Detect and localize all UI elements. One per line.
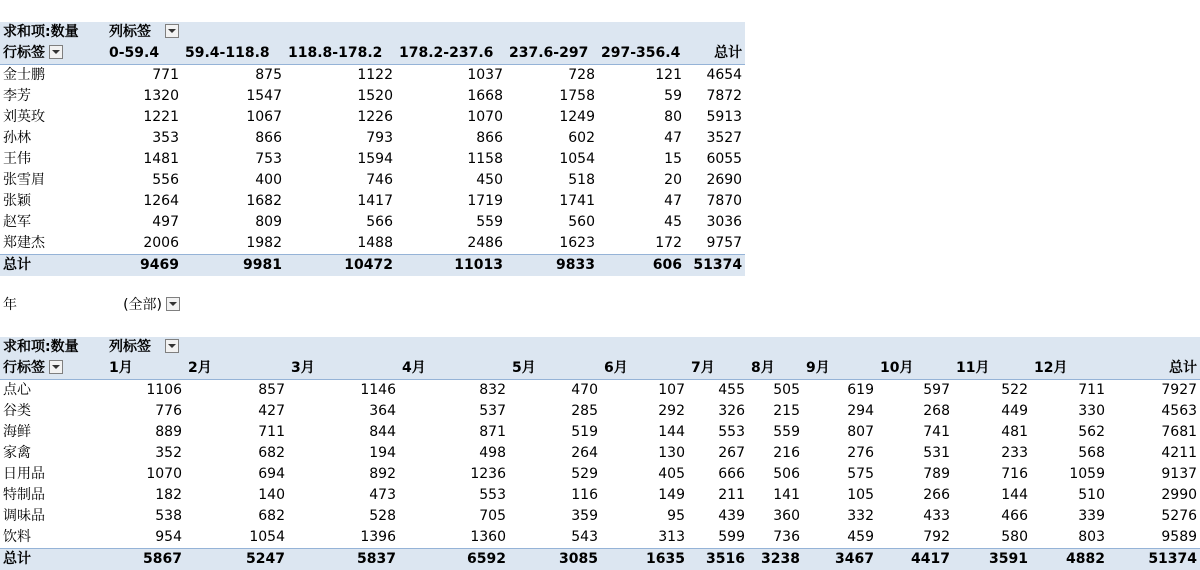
grand-total-cell: 9981 <box>182 255 285 277</box>
pivot2-col-label-cell <box>106 337 1200 358</box>
data-cell: 875 <box>182 65 285 87</box>
data-cell: 15 <box>598 149 685 170</box>
row-label: 郑建杰 <box>0 233 106 255</box>
data-cell: 7927 <box>1108 380 1200 402</box>
data-cell: 807 <box>803 422 877 443</box>
data-cell: 2486 <box>396 233 506 255</box>
data-cell: 871 <box>399 422 509 443</box>
data-cell: 7872 <box>685 86 745 107</box>
row-label: 家禽 <box>0 443 106 464</box>
column-header: 10月 <box>877 358 953 380</box>
col-filter-dropdown-icon[interactable] <box>165 24 179 38</box>
data-cell: 45 <box>598 212 685 233</box>
data-cell: 3036 <box>685 212 745 233</box>
table-row <box>0 212 745 233</box>
data-cell: 455 <box>688 380 748 402</box>
table-row <box>0 443 1200 464</box>
data-cell: 116 <box>509 485 601 506</box>
data-cell: 716 <box>953 464 1031 485</box>
grand-total-cell: 3591 <box>953 549 1031 570</box>
data-cell: 473 <box>288 485 399 506</box>
table-row <box>0 401 1200 422</box>
data-cell: 543 <box>509 527 601 549</box>
data-cell: 459 <box>803 527 877 549</box>
data-cell: 470 <box>509 380 601 402</box>
data-cell: 364 <box>288 401 399 422</box>
data-cell: 400 <box>182 170 285 191</box>
data-cell: 711 <box>1031 380 1108 402</box>
data-cell: 172 <box>598 233 685 255</box>
data-cell: 1682 <box>182 191 285 212</box>
column-header: 6月 <box>601 358 688 380</box>
filter-value: (全部) <box>123 297 162 313</box>
row-label: 王伟 <box>0 149 106 170</box>
table-row <box>0 149 745 170</box>
data-cell: 1547 <box>182 86 285 107</box>
data-cell: 566 <box>285 212 396 233</box>
data-cell: 553 <box>688 422 748 443</box>
data-cell: 682 <box>185 506 288 527</box>
table-row <box>0 422 1200 443</box>
data-cell: 353 <box>106 128 182 149</box>
data-cell: 522 <box>953 380 1031 402</box>
data-cell: 889 <box>106 422 185 443</box>
data-cell: 360 <box>748 506 803 527</box>
data-cell: 559 <box>396 212 506 233</box>
data-cell: 1070 <box>106 464 185 485</box>
data-cell: 857 <box>185 380 288 402</box>
data-cell: 211 <box>688 485 748 506</box>
pivot1-title-row <box>0 22 745 43</box>
data-cell: 7681 <box>1108 422 1200 443</box>
data-cell: 560 <box>506 212 598 233</box>
data-cell: 294 <box>803 401 877 422</box>
grand-total-cell: 6592 <box>399 549 509 570</box>
grand-total-cell: 606 <box>598 255 685 277</box>
data-cell: 2990 <box>1108 485 1200 506</box>
row-label: 调味品 <box>0 506 106 527</box>
data-cell: 529 <box>509 464 601 485</box>
data-cell: 1037 <box>396 65 506 87</box>
row-label: 谷类 <box>0 401 106 422</box>
data-cell: 1146 <box>288 380 399 402</box>
pivot1-row-label-cell <box>0 43 106 65</box>
data-cell: 1054 <box>185 527 288 549</box>
data-cell: 276 <box>803 443 877 464</box>
grand-total-cell: 51374 <box>685 255 745 277</box>
data-cell: 1719 <box>396 191 506 212</box>
data-cell: 832 <box>399 380 509 402</box>
row-label: 饮料 <box>0 527 106 549</box>
data-cell: 3527 <box>685 128 745 149</box>
row-label: 赵军 <box>0 212 106 233</box>
column-header: 178.2-237.6 <box>396 43 506 65</box>
data-cell: 267 <box>688 443 748 464</box>
data-cell: 711 <box>185 422 288 443</box>
data-cell: 599 <box>688 527 748 549</box>
data-cell: 580 <box>953 527 1031 549</box>
grand-total-cell: 11013 <box>396 255 506 277</box>
data-cell: 332 <box>803 506 877 527</box>
data-cell: 553 <box>399 485 509 506</box>
column-header: 总计 <box>1108 358 1200 380</box>
column-header: 1月 <box>106 358 185 380</box>
table-row <box>0 380 1200 402</box>
data-cell: 954 <box>106 527 185 549</box>
table-row <box>0 191 745 212</box>
pivot-table-category-month <box>0 337 1200 570</box>
column-header: 59.4-118.8 <box>182 43 285 65</box>
pivot1-row-label: 行标签 <box>3 45 45 61</box>
data-cell: 866 <box>396 128 506 149</box>
data-cell: 666 <box>688 464 748 485</box>
filter-value-cell[interactable] <box>106 295 183 316</box>
data-cell: 510 <box>1031 485 1108 506</box>
data-cell: 7870 <box>685 191 745 212</box>
grand-total-row <box>0 255 745 277</box>
table-row <box>0 506 1200 527</box>
data-cell: 433 <box>877 506 953 527</box>
grand-total-cell: 3238 <box>748 549 803 570</box>
data-cell: 1594 <box>285 149 396 170</box>
pivot2-col-label: 列标签 <box>109 339 151 355</box>
data-cell: 776 <box>106 401 185 422</box>
table-row <box>0 485 1200 506</box>
data-cell: 1320 <box>106 86 182 107</box>
data-cell: 746 <box>285 170 396 191</box>
data-cell: 215 <box>748 401 803 422</box>
data-cell: 450 <box>396 170 506 191</box>
data-cell: 1982 <box>182 233 285 255</box>
data-cell: 352 <box>106 443 185 464</box>
data-cell: 140 <box>185 485 288 506</box>
grand-total-cell: 4417 <box>877 549 953 570</box>
pivot1-col-label: 列标签 <box>109 24 151 40</box>
data-cell: 449 <box>953 401 1031 422</box>
data-cell: 506 <box>748 464 803 485</box>
column-header: 11月 <box>953 358 1031 380</box>
data-cell: 4211 <box>1108 443 1200 464</box>
data-cell: 728 <box>506 65 598 87</box>
data-cell: 1226 <box>285 107 396 128</box>
pivot2-header-row <box>0 358 1200 380</box>
data-cell: 59 <box>598 86 685 107</box>
data-cell: 1122 <box>285 65 396 87</box>
table-row <box>0 233 745 255</box>
data-cell: 1417 <box>285 191 396 212</box>
table-row <box>0 527 1200 549</box>
data-cell: 144 <box>953 485 1031 506</box>
column-header: 总计 <box>685 43 745 65</box>
data-cell: 266 <box>877 485 953 506</box>
data-cell: 519 <box>509 422 601 443</box>
data-cell: 559 <box>748 422 803 443</box>
report-filter <box>0 295 183 316</box>
data-cell: 5913 <box>685 107 745 128</box>
column-header: 3月 <box>288 358 399 380</box>
data-cell: 233 <box>953 443 1031 464</box>
grand-total-cell: 10472 <box>285 255 396 277</box>
data-cell: 753 <box>182 149 285 170</box>
data-cell: 6055 <box>685 149 745 170</box>
data-cell: 326 <box>688 401 748 422</box>
row-label: 刘英玫 <box>0 107 106 128</box>
data-cell: 439 <box>688 506 748 527</box>
data-cell: 518 <box>506 170 598 191</box>
data-cell: 427 <box>185 401 288 422</box>
data-cell: 844 <box>288 422 399 443</box>
grand-total-cell: 3467 <box>803 549 877 570</box>
pivot1-col-label-cell <box>106 22 745 43</box>
data-cell: 1221 <box>106 107 182 128</box>
row-filter-dropdown-icon[interactable] <box>49 360 63 374</box>
data-cell: 359 <box>509 506 601 527</box>
column-header: 4月 <box>399 358 509 380</box>
data-cell: 182 <box>106 485 185 506</box>
data-cell: 121 <box>598 65 685 87</box>
column-header: 2月 <box>185 358 288 380</box>
data-cell: 141 <box>748 485 803 506</box>
data-cell: 2006 <box>106 233 182 255</box>
grand-total-cell: 5867 <box>106 549 185 570</box>
column-header: 237.6-297 <box>506 43 598 65</box>
data-cell: 1249 <box>506 107 598 128</box>
data-cell: 9589 <box>1108 527 1200 549</box>
data-cell: 313 <box>601 527 688 549</box>
data-cell: 9137 <box>1108 464 1200 485</box>
col-filter-dropdown-icon[interactable] <box>165 339 179 353</box>
row-label: 孙林 <box>0 128 106 149</box>
data-cell: 602 <box>506 128 598 149</box>
data-cell: 481 <box>953 422 1031 443</box>
data-cell: 866 <box>182 128 285 149</box>
data-cell: 562 <box>1031 422 1108 443</box>
grand-total-cell: 3085 <box>509 549 601 570</box>
table-row <box>0 86 745 107</box>
column-header: 0-59.4 <box>106 43 182 65</box>
grand-total-cell: 4882 <box>1031 549 1108 570</box>
row-label: 张颖 <box>0 191 106 212</box>
data-cell: 556 <box>106 170 182 191</box>
data-cell: 95 <box>601 506 688 527</box>
row-label: 海鲜 <box>0 422 106 443</box>
data-cell: 264 <box>509 443 601 464</box>
data-cell: 1054 <box>506 149 598 170</box>
table-row <box>0 128 745 149</box>
data-cell: 789 <box>877 464 953 485</box>
pivot2-title-row <box>0 337 1200 358</box>
data-cell: 619 <box>803 380 877 402</box>
data-cell: 130 <box>601 443 688 464</box>
column-header: 5月 <box>509 358 601 380</box>
table-row <box>0 107 745 128</box>
pivot2-value-field-label: 求和项:数量 <box>0 337 106 358</box>
data-cell: 105 <box>803 485 877 506</box>
data-cell: 568 <box>1031 443 1108 464</box>
data-cell: 1070 <box>396 107 506 128</box>
data-cell: 405 <box>601 464 688 485</box>
grand-total-cell: 51374 <box>1108 549 1200 570</box>
data-cell: 330 <box>1031 401 1108 422</box>
data-cell: 1488 <box>285 233 396 255</box>
data-cell: 497 <box>106 212 182 233</box>
column-header: 9月 <box>803 358 877 380</box>
data-cell: 803 <box>1031 527 1108 549</box>
data-cell: 1396 <box>288 527 399 549</box>
pivot2-row-label: 行标签 <box>3 360 45 376</box>
grand-total-cell: 9833 <box>506 255 598 277</box>
grand-total-cell: 5837 <box>288 549 399 570</box>
data-cell: 47 <box>598 128 685 149</box>
data-cell: 292 <box>601 401 688 422</box>
data-cell: 1067 <box>182 107 285 128</box>
data-cell: 4654 <box>685 65 745 87</box>
column-header: 12月 <box>1031 358 1108 380</box>
data-cell: 537 <box>399 401 509 422</box>
year-filter-dropdown-icon[interactable] <box>166 297 180 311</box>
data-cell: 47 <box>598 191 685 212</box>
data-cell: 1059 <box>1031 464 1108 485</box>
pivot1-header-row <box>0 43 745 65</box>
data-cell: 531 <box>877 443 953 464</box>
column-header: 7月 <box>688 358 748 380</box>
data-cell: 694 <box>185 464 288 485</box>
pivot2-row-label-cell <box>0 358 106 380</box>
data-cell: 1360 <box>399 527 509 549</box>
grand-total-label: 总计 <box>0 255 106 277</box>
data-cell: 736 <box>748 527 803 549</box>
column-header: 8月 <box>748 358 803 380</box>
row-label: 李芳 <box>0 86 106 107</box>
data-cell: 1741 <box>506 191 598 212</box>
data-cell: 2690 <box>685 170 745 191</box>
data-cell: 149 <box>601 485 688 506</box>
filter-field-label: 年 <box>0 295 106 316</box>
data-cell: 285 <box>509 401 601 422</box>
data-cell: 5276 <box>1108 506 1200 527</box>
data-cell: 528 <box>288 506 399 527</box>
data-cell: 809 <box>182 212 285 233</box>
data-cell: 538 <box>106 506 185 527</box>
data-cell: 771 <box>106 65 182 87</box>
data-cell: 20 <box>598 170 685 191</box>
pivot1-value-field-label: 求和项:数量 <box>0 22 106 43</box>
data-cell: 792 <box>877 527 953 549</box>
table-row <box>0 65 745 87</box>
table-row <box>0 464 1200 485</box>
data-cell: 793 <box>285 128 396 149</box>
data-cell: 682 <box>185 443 288 464</box>
row-label: 日用品 <box>0 464 106 485</box>
data-cell: 9757 <box>685 233 745 255</box>
column-header: 118.8-178.2 <box>285 43 396 65</box>
row-filter-dropdown-icon[interactable] <box>49 45 63 59</box>
data-cell: 575 <box>803 464 877 485</box>
grand-total-label: 总计 <box>0 549 106 570</box>
column-header: 297-356.4 <box>598 43 685 65</box>
data-cell: 741 <box>877 422 953 443</box>
data-cell: 466 <box>953 506 1031 527</box>
grand-total-cell: 1635 <box>601 549 688 570</box>
data-cell: 339 <box>1031 506 1108 527</box>
data-cell: 1236 <box>399 464 509 485</box>
data-cell: 80 <box>598 107 685 128</box>
data-cell: 1106 <box>106 380 185 402</box>
data-cell: 597 <box>877 380 953 402</box>
data-cell: 1758 <box>506 86 598 107</box>
data-cell: 1520 <box>285 86 396 107</box>
data-cell: 498 <box>399 443 509 464</box>
table-row <box>0 170 745 191</box>
data-cell: 505 <box>748 380 803 402</box>
grand-total-cell: 5247 <box>185 549 288 570</box>
data-cell: 268 <box>877 401 953 422</box>
data-cell: 1158 <box>396 149 506 170</box>
data-cell: 194 <box>288 443 399 464</box>
data-cell: 144 <box>601 422 688 443</box>
row-label: 金士鹏 <box>0 65 106 87</box>
data-cell: 4563 <box>1108 401 1200 422</box>
pivot-table-salesperson <box>0 22 745 276</box>
data-cell: 1668 <box>396 86 506 107</box>
data-cell: 107 <box>601 380 688 402</box>
data-cell: 216 <box>748 443 803 464</box>
row-label: 张雪眉 <box>0 170 106 191</box>
data-cell: 1623 <box>506 233 598 255</box>
grand-total-cell: 9469 <box>106 255 182 277</box>
row-label: 特制品 <box>0 485 106 506</box>
row-label: 点心 <box>0 380 106 402</box>
data-cell: 1264 <box>106 191 182 212</box>
grand-total-cell: 3516 <box>688 549 748 570</box>
data-cell: 1481 <box>106 149 182 170</box>
data-cell: 892 <box>288 464 399 485</box>
data-cell: 705 <box>399 506 509 527</box>
